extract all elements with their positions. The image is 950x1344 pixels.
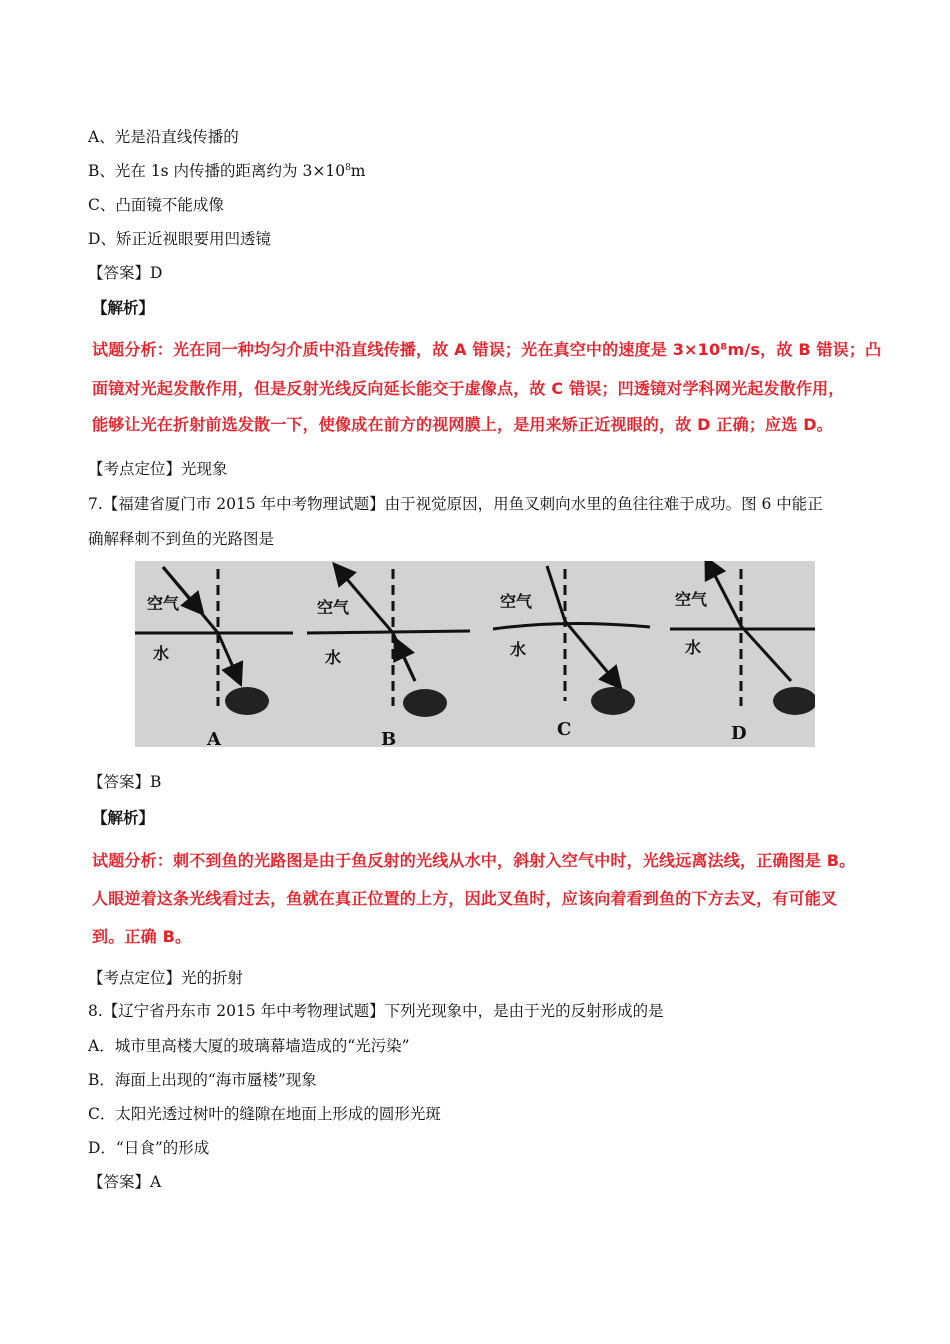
q7-stem-line-1: 7.【福建省厦门市 2015 年中考物理试题】由于视觉原因，用鱼叉刺向水里的鱼往往难于成功。图 6 中能正 — [88, 495, 823, 513]
panel-label-d: D — [731, 723, 747, 744]
panel-b — [307, 569, 470, 717]
q6-analysis-line-3: 能够让光在折射前选发散一下，使像成在前方的视网膜上，是用来矫正近视眼的，故 D 正确；应选 D。 — [92, 415, 833, 434]
panel-a — [135, 567, 293, 715]
q7-analysis-line-1: 试题分析：刺不到鱼的光路图是由于鱼反射的光线从水中，斜射入空气中时，光线远离法线，正确图是 B。 — [92, 851, 856, 870]
q6-analysis-line-1: 试题分析：光在同一种均匀介质中沿直线传播，故 A 错误；光在真空中的速度是 3×10⁸m/s，故 B 错误；凸 — [92, 340, 882, 359]
q7-analysis-line-3: 到。正确 B。 — [92, 927, 192, 946]
water-label-b: 水 — [325, 648, 342, 667]
water-label-d: 水 — [685, 638, 702, 657]
air-label-b: 空气 — [317, 598, 350, 617]
q8-option-d: D．“日食”的形成 — [88, 1139, 210, 1157]
water-label-c: 水 — [510, 640, 527, 659]
panel-label-b: B — [381, 729, 397, 747]
q6-answer: 【答案】D — [88, 264, 163, 282]
panel-label-c: C — [557, 719, 572, 740]
q6-option-d: D、矫正近视眼要用凹透镜 — [88, 230, 271, 248]
q6-analysis-line-2: 面镜对光起发散作用，但是反射光线反向延长能交于虚像点，故 C 错误；凹透镜对学科网光起发散作用， — [92, 379, 845, 398]
air-label-d: 空气 — [675, 590, 708, 609]
q8-answer: 【答案】A — [88, 1173, 162, 1191]
light-path-figure — [135, 561, 815, 747]
q7-analysis-line-2: 人眼逆着这条光线看过去，鱼就在真正位置的上方，因此叉鱼时，应该向着看到鱼的下方去叉，有可能叉 — [92, 889, 838, 908]
q7-stem-line-2: 确解释刺不到鱼的光路图是 — [88, 530, 275, 548]
air-label-a: 空气 — [147, 594, 180, 613]
water-label-a: 水 — [153, 644, 170, 663]
q8-option-b: B．海面上出现的“海市蜃楼”现象 — [88, 1071, 317, 1089]
q6-analysis-label: 【解析】 — [92, 298, 155, 317]
air-label-c: 空气 — [500, 592, 533, 611]
q7-point: 【考点定位】光的折射 — [88, 969, 244, 987]
panel-label-a: A — [207, 729, 221, 747]
q8-stem: 8.【辽宁省丹东市 2015 年中考物理试题】下列光现象中，是由于光的反射形成的是 — [88, 1002, 664, 1020]
q6-point: 【考点定位】光现象 — [88, 460, 228, 478]
q6-option-a: A、光是沿直线传播的 — [88, 128, 239, 146]
q8-option-a: A．城市里高楼大厦的玻璃幕墙造成的“光污染” — [88, 1037, 410, 1055]
q8-option-c: C．太阳光透过树叶的缝隙在地面上形成的圆形光斑 — [88, 1105, 441, 1123]
q7-analysis-label: 【解析】 — [92, 808, 155, 827]
q6-option-b: B、光在 1s 内传播的距离约为 $3\times 10^8m$ — [88, 162, 366, 180]
q6-option-c: C、凸面镜不能成像 — [88, 196, 224, 214]
q7-answer: 【答案】B — [88, 773, 162, 791]
